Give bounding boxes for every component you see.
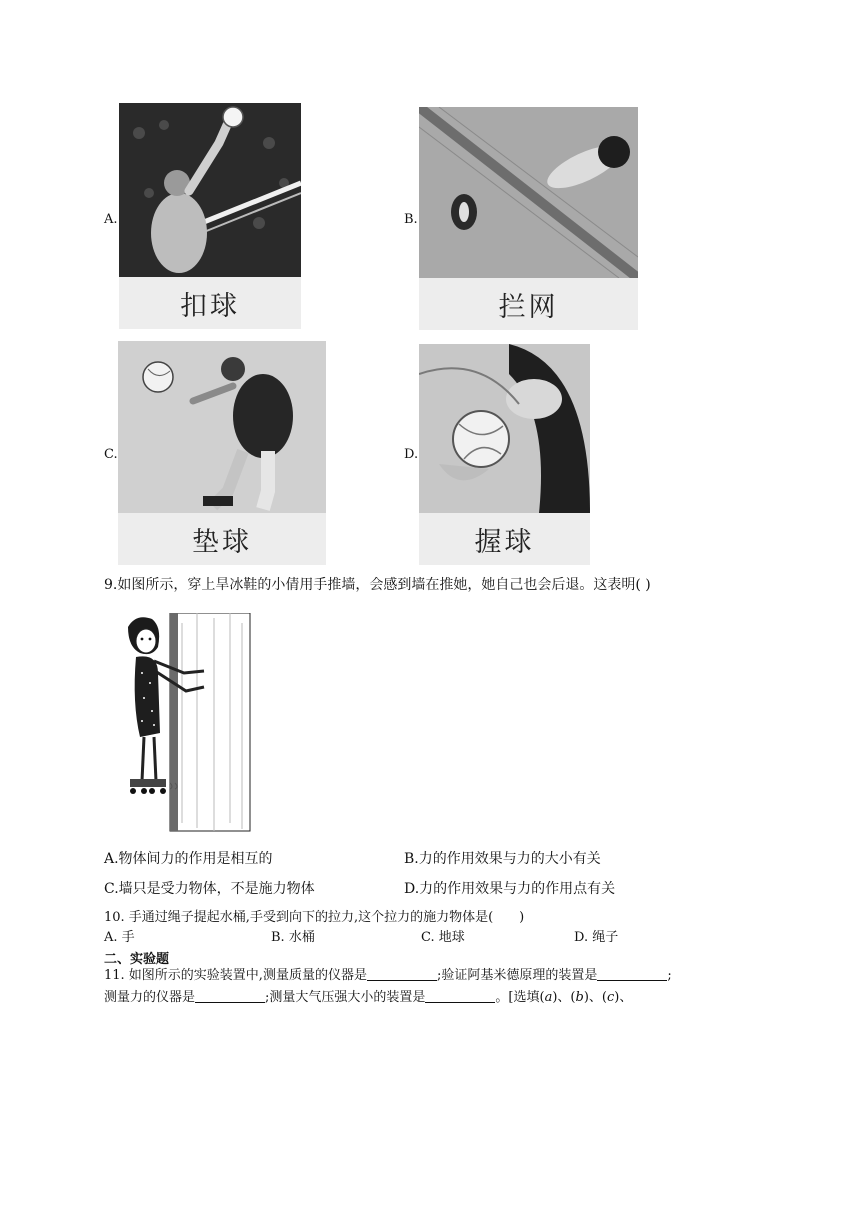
option-b-letter: B.	[404, 212, 418, 227]
q11-line2	[104, 988, 632, 1008]
option-b-caption: 拦网	[419, 278, 638, 330]
option-c-caption: 垫球	[118, 513, 326, 565]
block-scene-image	[419, 107, 638, 278]
dig-scene-image	[118, 341, 326, 513]
option-b-photo	[419, 107, 638, 330]
option-d-photo	[419, 344, 590, 565]
q11-blank-mass[interactable]	[367, 966, 437, 981]
q10-stem: 10. 手通过绳子提起水桶,手受到向下的拉力,这个拉力的施力物体是( )	[104, 910, 525, 925]
q10-option-d: D. 绳子	[574, 930, 619, 945]
q11-choice-b: b	[575, 990, 584, 1005]
q11-text-8: )、(	[583, 990, 607, 1005]
q9-option-b: B.力的作用效果与力的大小有关	[404, 851, 601, 867]
q11-choice-c: c	[606, 990, 615, 1005]
q9-stem: 9.如图所示，穿上旱冰鞋的小倩用手推墙，会感到墙在推她，她自己也会后退。这表明( )	[104, 577, 651, 593]
q10-option-c: C. 地球	[421, 930, 465, 945]
q11-text-7: )、(	[552, 990, 576, 1005]
q11-blank-archimedes[interactable]	[597, 966, 667, 981]
q11-blank-pressure[interactable]	[425, 988, 495, 1003]
option-a-caption: 扣球	[119, 277, 301, 329]
q9-option-c: C.墙只是受力物体，不是施力物体	[104, 881, 315, 897]
q9-option-d: D.力的作用效果与力的作用点有关	[404, 881, 616, 897]
option-a-photo	[119, 103, 301, 329]
q10-option-a: A. 手	[104, 930, 135, 945]
option-c-photo	[118, 341, 326, 565]
q11-text-5: ;测量大气压强大小的装置是	[265, 990, 426, 1005]
q9-option-a: A.物体间力的作用是相互的	[104, 851, 273, 867]
q11-text-6: 。[选填(	[495, 990, 545, 1005]
q9-illustration	[122, 613, 254, 835]
q11-text-2: ;验证阿基米德原理的装置是	[436, 968, 598, 983]
spike-scene-image	[119, 103, 301, 277]
grip-scene-image	[419, 344, 590, 513]
option-d-letter: D.	[404, 447, 419, 462]
option-c-letter: C.	[104, 447, 118, 462]
q11-blank-force[interactable]	[195, 988, 265, 1003]
q10-option-b: B. 水桶	[271, 930, 315, 945]
q11-choice-a: a	[544, 990, 553, 1005]
q11-text-1: 11. 如图所示的实验装置中,测量质量的仪器是	[104, 968, 367, 983]
q11-text-9: )、	[614, 990, 633, 1005]
section-heading: 二、实验题	[104, 952, 170, 967]
q11-line1	[104, 966, 672, 986]
q11-text-3: ;	[667, 968, 672, 983]
option-a-letter: A.	[104, 212, 118, 227]
q11-text-4: 测量力的仪器是	[104, 990, 196, 1005]
girl-pushing-wall-image	[122, 613, 254, 835]
option-d-caption: 握球	[419, 513, 590, 565]
